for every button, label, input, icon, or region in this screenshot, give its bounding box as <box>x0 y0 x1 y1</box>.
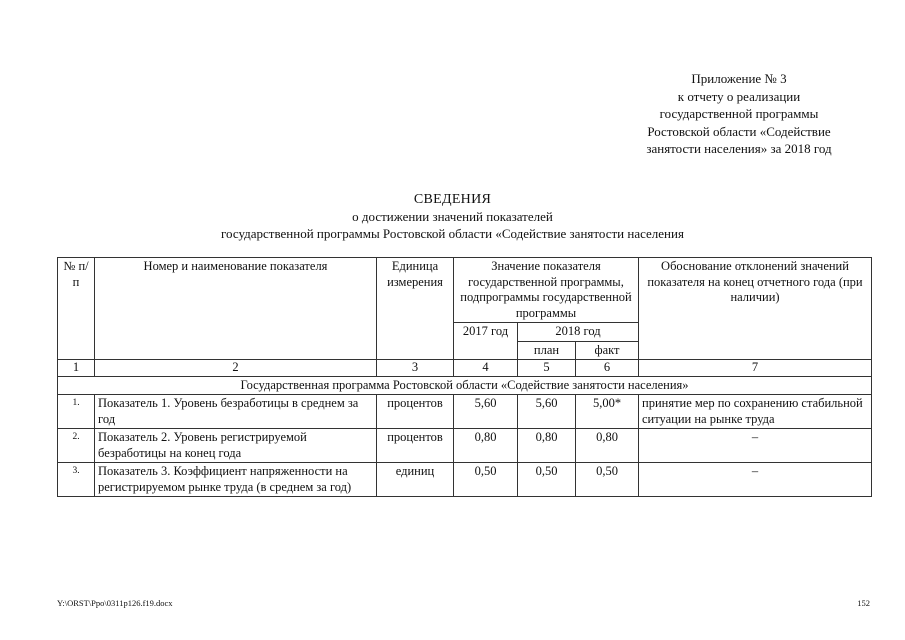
column-number: 5 <box>518 360 576 377</box>
deviation-reason: – <box>639 429 872 463</box>
header-unit: Единица измерения <box>377 258 454 360</box>
indicators-table <box>57 257 872 497</box>
value-fact: 5,00* <box>576 395 639 429</box>
document-heading <box>0 191 905 242</box>
deviation-reason: – <box>639 463 872 497</box>
table-row <box>58 395 872 429</box>
indicator-name: Показатель 3. Коэффициент напряженности на регистрируемом рынке труда (в среднем за год) <box>95 463 377 497</box>
header-plan: план <box>518 341 576 360</box>
header-name: Номер и наименование показателя <box>95 258 377 360</box>
header-num: № п/п <box>58 258 95 360</box>
row-number: 3. <box>58 463 95 497</box>
header-2018: 2018 год <box>518 323 639 342</box>
indicator-name: Показатель 2. Уровень регистрируемой безработицы на конец года <box>95 429 377 463</box>
column-number: 4 <box>454 360 518 377</box>
value-plan: 0,80 <box>518 429 576 463</box>
table-row <box>58 463 872 497</box>
indicator-name: Показатель 1. Уровень безработицы в среднем за год <box>95 395 377 429</box>
appendix-line: Ростовской области «Содействие <box>647 123 831 139</box>
indicator-unit: процентов <box>377 395 454 429</box>
column-number: 1 <box>58 360 95 377</box>
appendix-line: государственной программы <box>659 106 819 121</box>
value-plan: 5,60 <box>518 395 576 429</box>
column-number: 2 <box>95 360 377 377</box>
value-2017: 0,80 <box>454 429 518 463</box>
document-subtitle: о достижении значений показателей <box>352 209 553 224</box>
appendix-line: к отчету о реализации <box>677 88 801 104</box>
section-row <box>58 376 872 395</box>
appendix-block <box>619 70 859 158</box>
value-2017: 5,60 <box>454 395 518 429</box>
appendix-line: занятости населения» за 2018 год <box>646 141 832 156</box>
document-subtitle-program: государственной программы Ростовской области «Содействие занятости населения <box>221 226 684 241</box>
row-number: 1. <box>58 395 95 429</box>
page-number: 152 <box>857 598 870 608</box>
deviation-reason: принятие мер по сохранению стабильной ситуации на рынке труда <box>639 395 872 429</box>
value-2017: 0,50 <box>454 463 518 497</box>
column-numbers-row <box>58 360 872 377</box>
indicator-unit: единиц <box>377 463 454 497</box>
value-fact: 0,50 <box>576 463 639 497</box>
indicator-unit: процентов <box>377 429 454 463</box>
header-row <box>58 258 872 323</box>
column-number: 6 <box>576 360 639 377</box>
row-number: 2. <box>58 429 95 463</box>
file-path: Y:\ORST\Ppo\0311p126.f19.docx <box>57 598 173 608</box>
column-number: 7 <box>639 360 872 377</box>
header-value: Значение показателя государственной программы, подпрограммы государственной программы <box>454 258 639 323</box>
section-title: Государственная программа Ростовской области «Содействие занятости населения» <box>58 376 872 395</box>
header-2017: 2017 год <box>454 323 518 360</box>
document-title: СВЕДЕНИЯ <box>413 192 492 207</box>
header-fact: факт <box>576 341 639 360</box>
value-plan: 0,50 <box>518 463 576 497</box>
appendix-line: Приложение № 3 <box>691 71 787 86</box>
table-row <box>58 429 872 463</box>
value-fact: 0,80 <box>576 429 639 463</box>
column-number: 3 <box>377 360 454 377</box>
header-reason: Обоснование отклонений значений показателя на конец отчетного года (при наличии) <box>639 258 872 360</box>
